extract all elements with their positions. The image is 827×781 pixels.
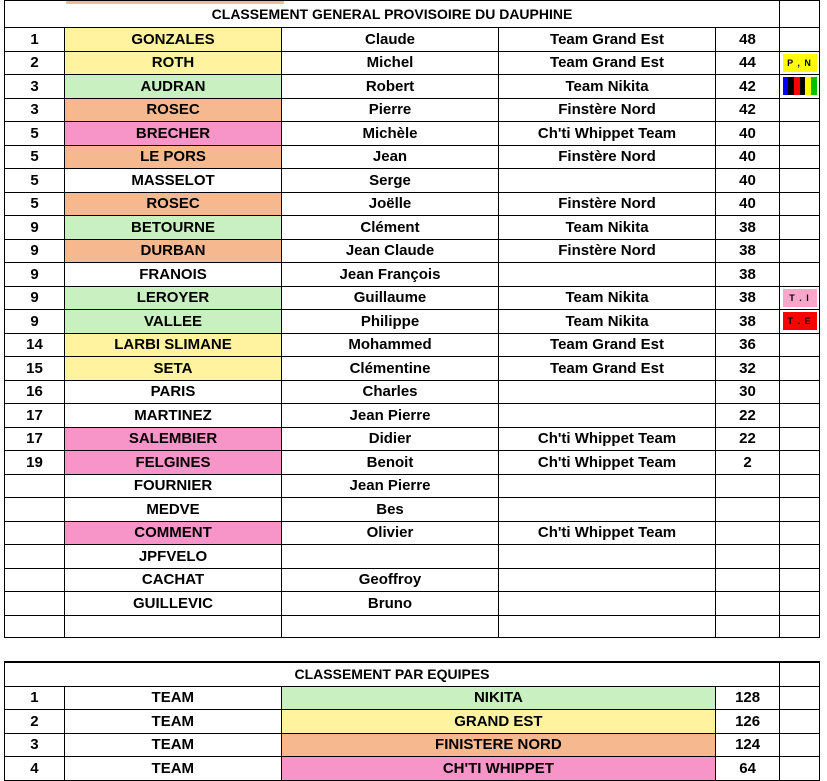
rider-firstname: Michèle (282, 122, 499, 145)
rider-firstname: Philippe (282, 310, 499, 333)
team-name: NIKITA (282, 687, 716, 710)
jersey-badge: P , N (783, 54, 817, 72)
team-row (4, 687, 820, 711)
rider-row (4, 569, 820, 593)
rider-lastname: LARBI SLIMANE (65, 334, 282, 357)
rider-firstname: Jean François (282, 263, 499, 286)
rider-lastname: LE PORS (65, 146, 282, 169)
rider-rank (4, 545, 65, 568)
rider-team: Team Grand Est (499, 357, 716, 380)
rider-lastname: LEROYER (65, 287, 282, 310)
rider-points: 38 (716, 240, 780, 263)
rider-badge-cell (780, 99, 820, 122)
rider-firstname: Pierre (282, 99, 499, 122)
rider-badge-cell (780, 122, 820, 145)
rider-team: Ch'ti Whippet Team (499, 522, 716, 545)
rider-rank: 1 (4, 28, 65, 51)
rider-lastname: SALEMBIER (65, 428, 282, 451)
rider-rank: 15 (4, 357, 65, 380)
rider-rank: 17 (4, 404, 65, 427)
rider-row (4, 428, 820, 452)
team-points: 124 (716, 734, 780, 757)
team-label: TEAM (65, 687, 282, 710)
rider-firstname: Benoit (282, 451, 499, 474)
rider-firstname: Guillaume (282, 287, 499, 310)
rider-rank: 16 (4, 381, 65, 404)
rider-team: Team Nikita (499, 75, 716, 98)
rider-rank: 9 (4, 216, 65, 239)
rider-row (4, 498, 820, 522)
rider-points: 42 (716, 75, 780, 98)
rider-team: Ch'ti Whippet Team (499, 122, 716, 145)
rider-badge-cell (780, 498, 820, 521)
rider-firstname: Jean (282, 146, 499, 169)
rider-firstname: Clément (282, 216, 499, 239)
team-rank: 2 (4, 710, 65, 733)
rider-row (4, 451, 820, 475)
rider-rank (4, 569, 65, 592)
rider-lastname: GUILLEVIC (65, 592, 282, 615)
rider-row (4, 169, 820, 193)
rider-team: Finstère Nord (499, 193, 716, 216)
rider-row (4, 545, 820, 569)
rider-team: Finstère Nord (499, 146, 716, 169)
rider-badge-cell (780, 310, 820, 333)
rider-rank: 9 (4, 240, 65, 263)
rider-points: 42 (716, 99, 780, 122)
rider-firstname: Didier (282, 428, 499, 451)
rider-badge-cell (780, 216, 820, 239)
rider-badge-cell (780, 592, 820, 615)
rider-row (4, 122, 820, 146)
rider-points: 32 (716, 357, 780, 380)
rider-points: 44 (716, 52, 780, 75)
rider-rank: 5 (4, 122, 65, 145)
rider-points: 38 (716, 310, 780, 333)
rider-row (4, 146, 820, 170)
team-badge-cell (780, 710, 820, 733)
rider-firstname: Joëlle (282, 193, 499, 216)
team-name: CH'TI WHIPPET (282, 757, 716, 780)
rider-points (716, 569, 780, 592)
rider-points: 22 (716, 428, 780, 451)
rider-rank: 9 (4, 263, 65, 286)
rider-badge-cell (780, 357, 820, 380)
rider-firstname: Bes (282, 498, 499, 521)
rider-rank: 9 (4, 287, 65, 310)
rider-rank: 14 (4, 334, 65, 357)
rider-row (4, 310, 820, 334)
rider-points: 2 (716, 451, 780, 474)
rider-badge-cell (780, 451, 820, 474)
team-rank: 3 (4, 734, 65, 757)
general-standings (4, 28, 820, 616)
rider-lastname: FOURNIER (65, 475, 282, 498)
rider-badge-cell (780, 240, 820, 263)
rider-team (499, 569, 716, 592)
rider-badge-cell (780, 146, 820, 169)
team-points: 64 (716, 757, 780, 780)
rider-lastname: DURBAN (65, 240, 282, 263)
rider-badge-cell (780, 169, 820, 192)
rider-firstname: Jean Pierre (282, 475, 499, 498)
rider-lastname: MASSELOT (65, 169, 282, 192)
rider-lastname: PARIS (65, 381, 282, 404)
rider-lastname: BETOURNE (65, 216, 282, 239)
rider-lastname: GONZALES (65, 28, 282, 51)
rider-firstname: Serge (282, 169, 499, 192)
jersey-badge: T . E (783, 312, 817, 330)
spreadsheet (4, 0, 820, 781)
rider-firstname: Jean Pierre (282, 404, 499, 427)
rider-team (499, 381, 716, 404)
team-rank: 1 (4, 687, 65, 710)
rider-lastname: ROSEC (65, 99, 282, 122)
rider-team: Team Nikita (499, 216, 716, 239)
rider-firstname: Geoffroy (282, 569, 499, 592)
team-row (4, 757, 820, 781)
rider-rank: 5 (4, 169, 65, 192)
rider-team: Team Grand Est (499, 334, 716, 357)
rider-team: Ch'ti Whippet Team (499, 428, 716, 451)
separator-row (4, 638, 820, 662)
rider-row (4, 75, 820, 99)
team-points: 128 (716, 687, 780, 710)
rider-firstname: Robert (282, 75, 499, 98)
rider-badge-cell (780, 475, 820, 498)
rider-lastname: MARTINEZ (65, 404, 282, 427)
rider-row (4, 381, 820, 405)
rider-points: 38 (716, 263, 780, 286)
rider-team (499, 169, 716, 192)
jersey-stripe (811, 77, 817, 95)
rider-rank: 3 (4, 75, 65, 98)
empty-row (4, 616, 820, 638)
team-badge-cell (780, 757, 820, 780)
rider-badge-cell (780, 75, 820, 98)
rider-points (716, 592, 780, 615)
team-rank: 4 (4, 757, 65, 780)
rider-row (4, 522, 820, 546)
rider-lastname: FRANOIS (65, 263, 282, 286)
team-title-row (4, 662, 820, 687)
rider-rank: 2 (4, 52, 65, 75)
jersey-stripes-icon (783, 77, 817, 95)
rider-lastname: SETA (65, 357, 282, 380)
rider-team (499, 592, 716, 615)
rider-points: 40 (716, 146, 780, 169)
rider-rank (4, 498, 65, 521)
rider-lastname: VALLEE (65, 310, 282, 333)
rider-points (716, 475, 780, 498)
team-badge-cell (780, 734, 820, 757)
rider-team: Team Grand Est (499, 28, 716, 51)
rider-row (4, 357, 820, 381)
general-title: CLASSEMENT GENERAL PROVISOIRE DU DAUPHINE (4, 1, 780, 27)
team-name: FINISTERE NORD (282, 734, 716, 757)
rider-firstname: Claude (282, 28, 499, 51)
team-title: CLASSEMENT PAR EQUIPES (4, 663, 780, 686)
rider-badge-cell (780, 28, 820, 51)
rider-points: 40 (716, 193, 780, 216)
rider-badge-cell (780, 287, 820, 310)
rider-points (716, 545, 780, 568)
rider-team: Finstère Nord (499, 240, 716, 263)
team-row (4, 710, 820, 734)
rider-team (499, 475, 716, 498)
rider-points: 30 (716, 381, 780, 404)
jersey-badge: T . I (783, 289, 817, 307)
rider-lastname: ROSEC (65, 193, 282, 216)
rider-lastname: JPFVELO (65, 545, 282, 568)
rider-points: 38 (716, 287, 780, 310)
rider-rank (4, 592, 65, 615)
rider-points: 36 (716, 334, 780, 357)
rider-firstname: Jean Claude (282, 240, 499, 263)
team-badge-cell (780, 687, 820, 710)
rider-firstname: Mohammed (282, 334, 499, 357)
rider-rank: 9 (4, 310, 65, 333)
rider-row (4, 216, 820, 240)
general-title-row (4, 0, 820, 28)
rider-badge-cell (780, 569, 820, 592)
rider-badge-cell (780, 545, 820, 568)
rider-badge-cell (780, 193, 820, 216)
rider-lastname: FELGINES (65, 451, 282, 474)
rider-points: 48 (716, 28, 780, 51)
rider-firstname: Charles (282, 381, 499, 404)
rider-row (4, 240, 820, 264)
rider-row (4, 287, 820, 311)
rider-points (716, 498, 780, 521)
rider-badge-cell (780, 334, 820, 357)
rider-team: Team Grand Est (499, 52, 716, 75)
rider-team (499, 263, 716, 286)
rider-firstname: Bruno (282, 592, 499, 615)
rider-team (499, 498, 716, 521)
rider-rank: 5 (4, 193, 65, 216)
rider-row (4, 263, 820, 287)
rider-row (4, 28, 820, 52)
rider-points: 22 (716, 404, 780, 427)
rider-points: 38 (716, 216, 780, 239)
rider-lastname: BRECHER (65, 122, 282, 145)
team-row (4, 734, 820, 758)
rider-lastname: CACHAT (65, 569, 282, 592)
rider-badge-cell (780, 381, 820, 404)
rider-badge-cell (780, 522, 820, 545)
rider-team: Team Nikita (499, 310, 716, 333)
team-label: TEAM (65, 734, 282, 757)
rider-points (716, 522, 780, 545)
rider-badge-cell (780, 404, 820, 427)
rider-firstname: Michel (282, 52, 499, 75)
team-points: 126 (716, 710, 780, 733)
badge-header-cell (780, 1, 820, 27)
rider-firstname (282, 545, 499, 568)
team-label: TEAM (65, 757, 282, 780)
rider-team (499, 404, 716, 427)
rider-rank (4, 475, 65, 498)
rider-row (4, 475, 820, 499)
rider-rank: 3 (4, 99, 65, 122)
rider-badge-cell (780, 428, 820, 451)
rider-rank: 19 (4, 451, 65, 474)
rider-lastname: MEDVE (65, 498, 282, 521)
team-name: GRAND EST (282, 710, 716, 733)
rider-row (4, 592, 820, 616)
rider-rank: 5 (4, 146, 65, 169)
rider-badge-cell (780, 263, 820, 286)
rider-rank (4, 522, 65, 545)
rider-lastname: COMMENT (65, 522, 282, 545)
rider-row (4, 99, 820, 123)
rider-badge-cell (780, 52, 820, 75)
rider-lastname: AUDRAN (65, 75, 282, 98)
rider-lastname: ROTH (65, 52, 282, 75)
rider-team: Ch'ti Whippet Team (499, 451, 716, 474)
rider-team: Team Nikita (499, 287, 716, 310)
rider-row (4, 404, 820, 428)
rider-row (4, 52, 820, 76)
rider-firstname: Clémentine (282, 357, 499, 380)
rider-row (4, 334, 820, 358)
rider-row (4, 193, 820, 217)
team-standings (4, 687, 820, 781)
rider-rank: 17 (4, 428, 65, 451)
rider-firstname: Olivier (282, 522, 499, 545)
rider-points: 40 (716, 122, 780, 145)
rider-team: Finstère Nord (499, 99, 716, 122)
rider-team (499, 545, 716, 568)
rider-points: 40 (716, 169, 780, 192)
team-label: TEAM (65, 710, 282, 733)
